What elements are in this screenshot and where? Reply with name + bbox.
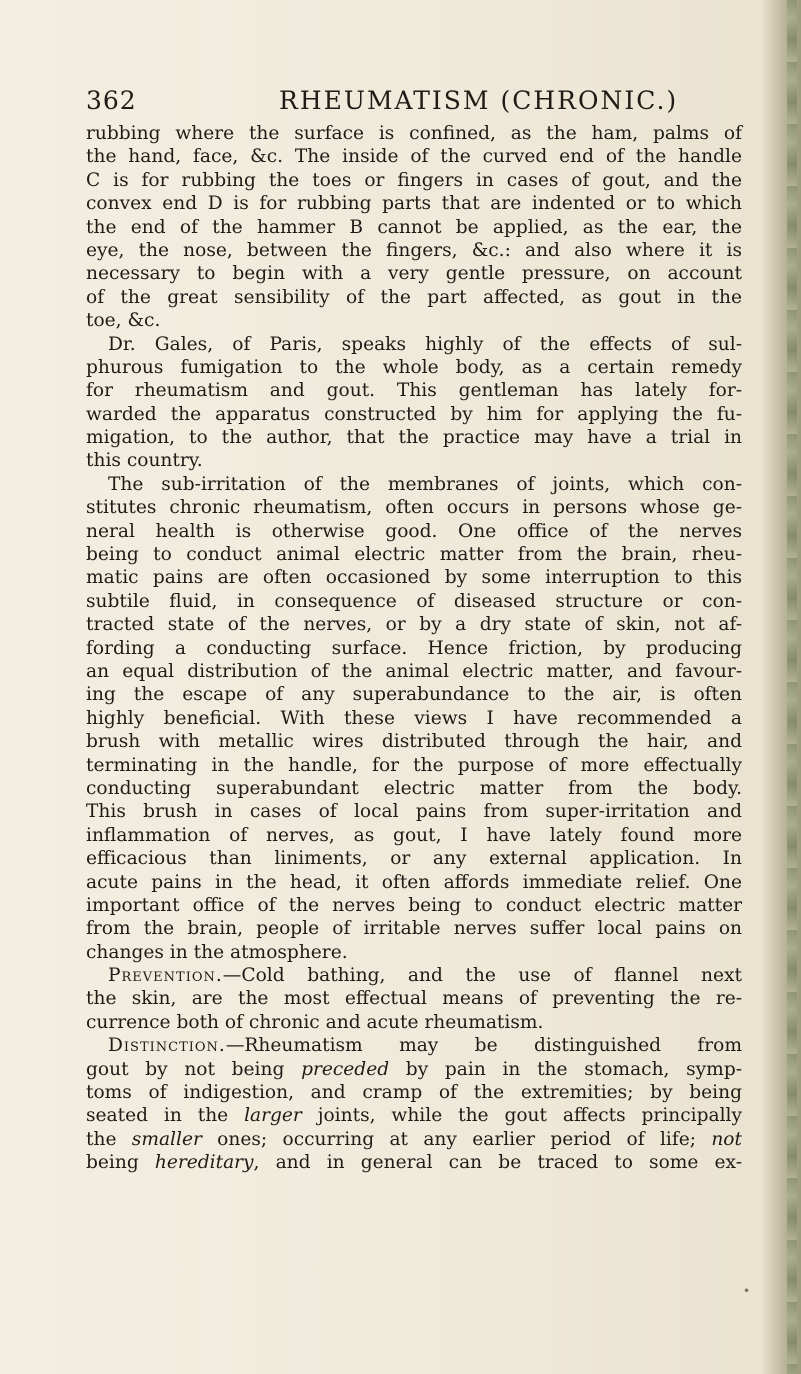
section-heading-distinction: Distinction. <box>108 1035 226 1057</box>
text-run: , and in general can be traced to some ex- <box>253 1152 742 1174</box>
text-line: C is for rubbing the toes or fingers in cases of gout, and the <box>86 169 742 191</box>
text-line: warded the apparatus constructed by him for applying the fu- <box>86 403 742 425</box>
italic-text: smaller <box>131 1128 202 1150</box>
text-line: matic pains are often occasioned by some interruption to this <box>86 567 742 589</box>
text-line: This brush in cases of local pains from super-irritation and <box>86 801 742 823</box>
text-line: eye, the nose, between the fingers, &c.: and also where it is <box>86 239 742 261</box>
text-line: brush with metallic wires distributed through the hair, and <box>86 731 742 753</box>
text-line: fording a conducting surface. Hence friction, by producing <box>86 637 742 659</box>
text-line: ing the escape of any superabundance to the air, is often <box>86 684 742 706</box>
text-line: convex end D is for rubbing parts that are indented or to which <box>86 193 742 215</box>
italic-text: not <box>711 1128 742 1150</box>
italic-text: hereditary <box>154 1152 254 1174</box>
text-line: an equal distribution of the animal electric matter, and favour- <box>86 660 742 682</box>
page-speck: • <box>743 1284 751 1298</box>
running-head: RHEUMATISM (CHRONIC.) <box>279 86 679 115</box>
text-line: toe, &c. <box>86 310 161 332</box>
text-line: phurous fumigation to the whole body, as a certain remedy <box>86 356 742 378</box>
text-line: tracted state of the nerves, or by a dry state of skin, not af- <box>86 614 742 636</box>
text-line: highly beneficial. With these views I have recommended a <box>86 707 742 729</box>
text-line: neral health is otherwise good. One office of the nerves <box>86 520 742 542</box>
text-line: from the brain, people of irritable nerves suffer local pains on <box>86 918 742 940</box>
text-run: —Rheumatism may be distinguished from <box>225 1035 742 1057</box>
page-edge <box>761 0 801 1374</box>
text-line: currence both of chronic and acute rheumatism. <box>86 1011 544 1033</box>
text-run: —Cold bathing, and the use of flannel next <box>222 965 742 987</box>
italic-text: larger <box>244 1105 302 1127</box>
text-line: the end of the hammer B cannot be applied, as the ear, the <box>86 216 742 238</box>
section-heading-prevention: Prevention. <box>108 965 223 987</box>
text-line: rubbing where the surface is confined, as the ham, palms of <box>86 123 742 144</box>
text-line: toms of indigestion, and cramp of the extremities; by being <box>86 1082 742 1104</box>
text-line: the hand, face, &c. The inside of the curved end of the handle <box>86 146 742 168</box>
text-line <box>86 1128 742 1151</box>
text-run: ones; occurring at any earlier period of life; <box>201 1128 712 1150</box>
text-run: the <box>86 1128 132 1150</box>
text-line: of the great sensibility of the part affected, as gout in the <box>86 286 742 308</box>
text-line: The sub-irritation of the membranes of joints, which con- <box>108 473 742 495</box>
text-line: necessary to begin with a very gentle pressure, on account <box>86 263 742 285</box>
text-line: efficacious than liniments, or any external application. In <box>86 848 742 870</box>
text-run: joints, while the gout affects principally <box>301 1105 742 1127</box>
text-line: acute pains in the head, it often affords immediate relief. One <box>86 871 742 893</box>
text-run: seated in the <box>86 1105 245 1127</box>
text-run: being <box>86 1152 155 1174</box>
text-line <box>86 1058 742 1081</box>
text-line: inflammation of nerves, as gout, I have lately found more <box>86 824 742 846</box>
distinction-line <box>86 1034 742 1057</box>
text-run: gout by not being <box>86 1058 302 1080</box>
text-line: for rheumatism and gout. This gentleman has lately for- <box>86 380 742 402</box>
text-line: conducting superabundant electric matter from the body. <box>86 777 742 799</box>
italic-text: preceded <box>301 1058 390 1080</box>
text-line: Dr. Gales, of Paris, speaks highly of the effects of sul- <box>108 333 742 355</box>
page-number: 362 <box>86 86 137 115</box>
text-line: important office of the nerves being to conduct electric matter <box>86 894 742 916</box>
text-run: by pain in the stomach, symp- <box>389 1058 742 1080</box>
text-line: subtile fluid, in consequence of diseased structure or con- <box>86 590 742 612</box>
body-text <box>86 122 742 1175</box>
text-line: stitutes chronic rheumatism, often occurs in persons whose ge- <box>86 497 742 519</box>
text-line: the skin, are the most effectual means of preventing the re- <box>86 988 742 1010</box>
page-header <box>86 86 746 118</box>
text-line: this country. <box>86 450 203 472</box>
prevention-line <box>86 964 742 987</box>
text-line: changes in the atmosphere. <box>86 941 348 963</box>
text-line: migation, to the author, that the practice may have a trial in <box>86 427 742 449</box>
text-line: being to conduct animal electric matter from the brain, rheu- <box>86 544 742 566</box>
text-line: terminating in the handle, for the purpose of more effectually <box>86 754 742 776</box>
text-line <box>86 1151 742 1174</box>
text-line <box>86 1104 742 1127</box>
